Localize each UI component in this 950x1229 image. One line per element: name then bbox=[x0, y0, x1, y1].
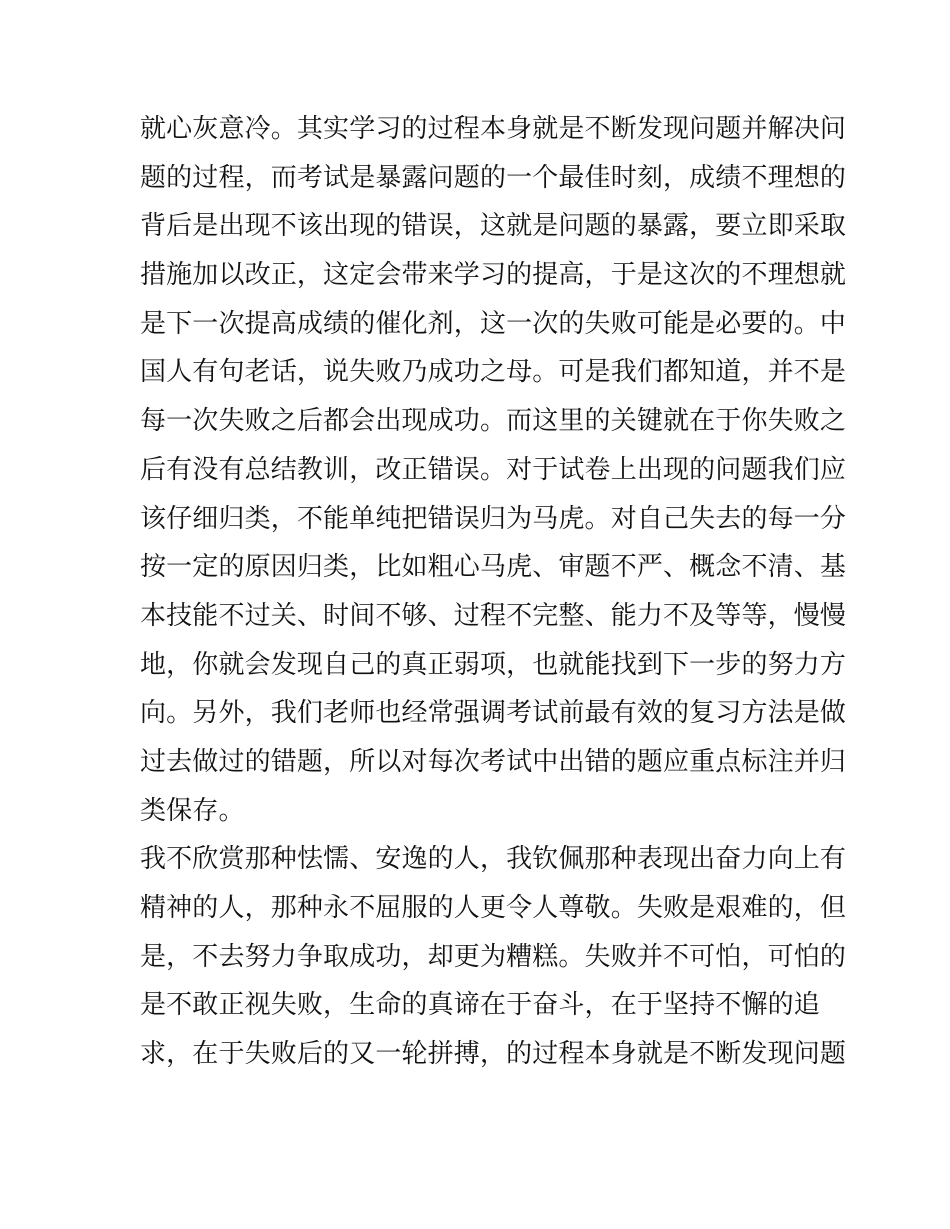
text-line: 地，你就会发现自己的真正弱项，也就能找到下一步的努力方 bbox=[140, 649, 847, 680]
text-line: 措施加以改正，这定会带来学习的提高，于是这次的不理想就 bbox=[140, 260, 847, 291]
text-line: 该仔细归类，不能单纯把错误归为马虎。对自己失去的每一分 bbox=[140, 503, 847, 534]
text-line: 题的过程，而考试是暴露问题的一个最佳时刻，成绩不理想的 bbox=[140, 162, 847, 193]
text-line: 就心灰意冷。其实学习的过程本身就是不断发现问题并解决问 bbox=[140, 114, 847, 144]
text-line: 每一次失败之后都会出现成功。而这里的关键就在于你失败之 bbox=[140, 406, 847, 437]
text-line: 是不敢正视失败，生命的真谛在于奋斗，在于坚持不懈的追 bbox=[140, 990, 820, 1021]
text-line: 是，不去努力争取成功，却更为糟糕。失败并不可怕，可怕的 bbox=[140, 941, 847, 972]
text-line: 本技能不过关、时间不够、过程不完整、能力不及等等，慢慢 bbox=[140, 600, 847, 631]
text-line: 国人有句老话，说失败乃成功之母。可是我们都知道，并不是 bbox=[140, 357, 847, 388]
text-line: 过去做过的错题，所以对每次考试中出错的题应重点标注并归 bbox=[140, 746, 847, 777]
text-line: 求，在于失败后的又一轮拼搏，的过程本身就是不断发现问题 bbox=[140, 1039, 847, 1070]
text-line: 向。另外，我们老师也经常强调考试前最有效的复习方法是做 bbox=[140, 698, 847, 729]
text-line: 按一定的原因归类，比如粗心马虎、审题不严、概念不清、基 bbox=[140, 552, 847, 583]
text-line: 是下一次提高成绩的催化剂，这一次的失败可能是必要的。中 bbox=[140, 308, 847, 339]
text-line: 背后是出现不该出现的错误，这就是问题的暴露，要立即采取 bbox=[140, 211, 847, 242]
text-line: 精神的人，那种永不屈服的人更令人尊敬。失败是艰难的，但 bbox=[140, 893, 847, 923]
body-text bbox=[140, 105, 847, 1079]
text-line: 我不欣赏那种怯懦、安逸的人，我钦佩那种表现出奋力向上有 bbox=[140, 844, 847, 875]
text-line: 后有没有总结教训，改正错误。对于试卷上出现的问题我们应 bbox=[140, 454, 847, 485]
text-line: 类保存。 bbox=[140, 795, 245, 826]
